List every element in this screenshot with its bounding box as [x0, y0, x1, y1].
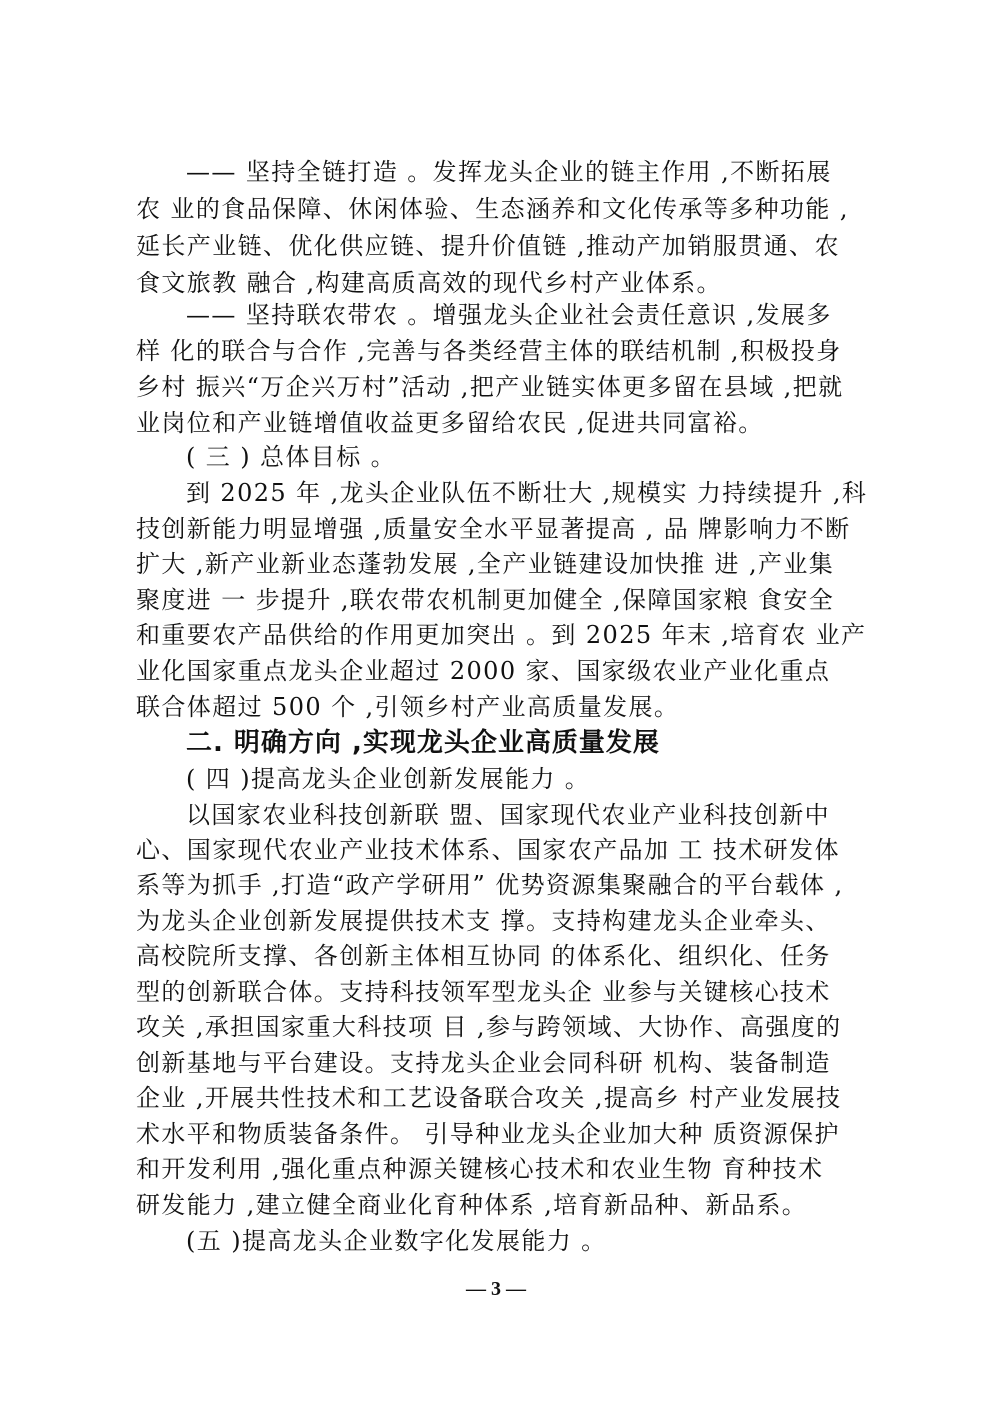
paragraph-line: 以国家农业科技创新联 盟、国家现代农业产业科技创新中	[186, 801, 831, 829]
section-heading: 二. 明确方向 ,实现龙头企业高质量发展	[186, 728, 660, 758]
section-subheading: ( 四 )提高龙头企业创新发展能力 。	[186, 765, 591, 793]
paragraph-line: 和重要农产品供给的作用更加突出 。到 2025 年末 ,培育农 业产	[136, 621, 867, 649]
paragraph-line: 创新基地与平台建设。支持龙头企业会同科研 机构、装备制造	[136, 1049, 831, 1077]
paragraph-line: 研发能力 ,建立健全商业化育种体系 ,培育新品种、新品系。	[136, 1191, 808, 1219]
paragraph-line: 农 业的食品保障、休闲体验、生态涵养和文化传承等多种功能 ,	[136, 195, 849, 223]
page-number: — 3 —	[466, 1278, 526, 1300]
paragraph-line: 和开发利用 ,强化重点种源关键核心技术和农业生物 育种技术	[136, 1155, 824, 1183]
paragraph-line: 扩大 ,新产业新业态蓬勃发展 ,全产业链建设加快推 进 ,产业集	[136, 550, 835, 578]
paragraph-line: 样 化的联合与合作 ,完善与各类经营主体的联结机制 ,积极投身	[136, 337, 842, 365]
section-subheading: (五 )提高龙头企业数字化发展能力 。	[186, 1227, 607, 1255]
paragraph-line: 高校院所支撑、各创新主体相互协同 的体系化、组织化、任务	[136, 942, 831, 970]
paragraph-line: 术水平和物质装备条件。 引导种业龙头企业加大种 质资源保护	[136, 1120, 840, 1148]
paragraph-line: 业化国家重点龙头企业超过 2000 家、国家级农业产业化重点	[136, 657, 831, 685]
paragraph-line: 型的创新联合体。支持科技领军型龙头企 业参与关键核心技术	[136, 978, 831, 1006]
paragraph-line: 联合体超过 500 个 ,引领乡村产业高质量发展。	[136, 693, 680, 721]
paragraph-line: 乡村 振兴“万企兴万村”活动 ,把产业链实体更多留在县域 ,把就	[136, 373, 844, 401]
paragraph-line: 技创新能力明显增强 ,质量安全水平显著提高 , 品 牌影响力不断	[136, 515, 851, 543]
paragraph-line: 到 2025 年 ,龙头企业队伍不断壮大 ,规模实 力持续提升 ,科	[186, 479, 868, 507]
paragraph-line: 攻关 ,承担国家重大科技项 目 ,参与跨领域、大协作、高强度的	[136, 1013, 842, 1041]
paragraph-line: —— 坚持全链打造 。发挥龙头企业的链主作用 ,不断拓展	[186, 158, 832, 186]
paragraph-line: 业岗位和产业链增值收益更多留给农民 ,促进共同富裕。	[136, 409, 764, 437]
paragraph-line: 延长产业链、优化供应链、提升价值链 ,推动产加销服贯通、农	[136, 232, 840, 260]
paragraph-line: 心、国家现代农业产业技术体系、国家农产品加 工 技术研发体	[136, 836, 840, 864]
paragraph-line: —— 坚持联农带农 。增强龙头企业社会责任意识 ,发展多	[186, 301, 832, 329]
paragraph-line: 系等为抓手 ,打造“政产学研用” 优势资源集聚融合的平台载体 ,	[136, 871, 844, 899]
paragraph-line: 企业 ,开展共性技术和工艺设备联合攻关 ,提高乡 村产业发展技	[136, 1084, 842, 1112]
section-subheading: ( 三 ) 总体目标 。	[186, 443, 397, 471]
paragraph-line: 聚度进 一 步提升 ,联农带农机制更加健全 ,保障国家粮 食安全	[136, 586, 835, 614]
paragraph-line: 食文旅教 融合 ,构建高质高效的现代乡村产业体系。	[136, 269, 722, 297]
paragraph-line: 为龙头企业创新发展提供技术支 撑。支持构建龙头企业牵头、	[136, 907, 831, 935]
